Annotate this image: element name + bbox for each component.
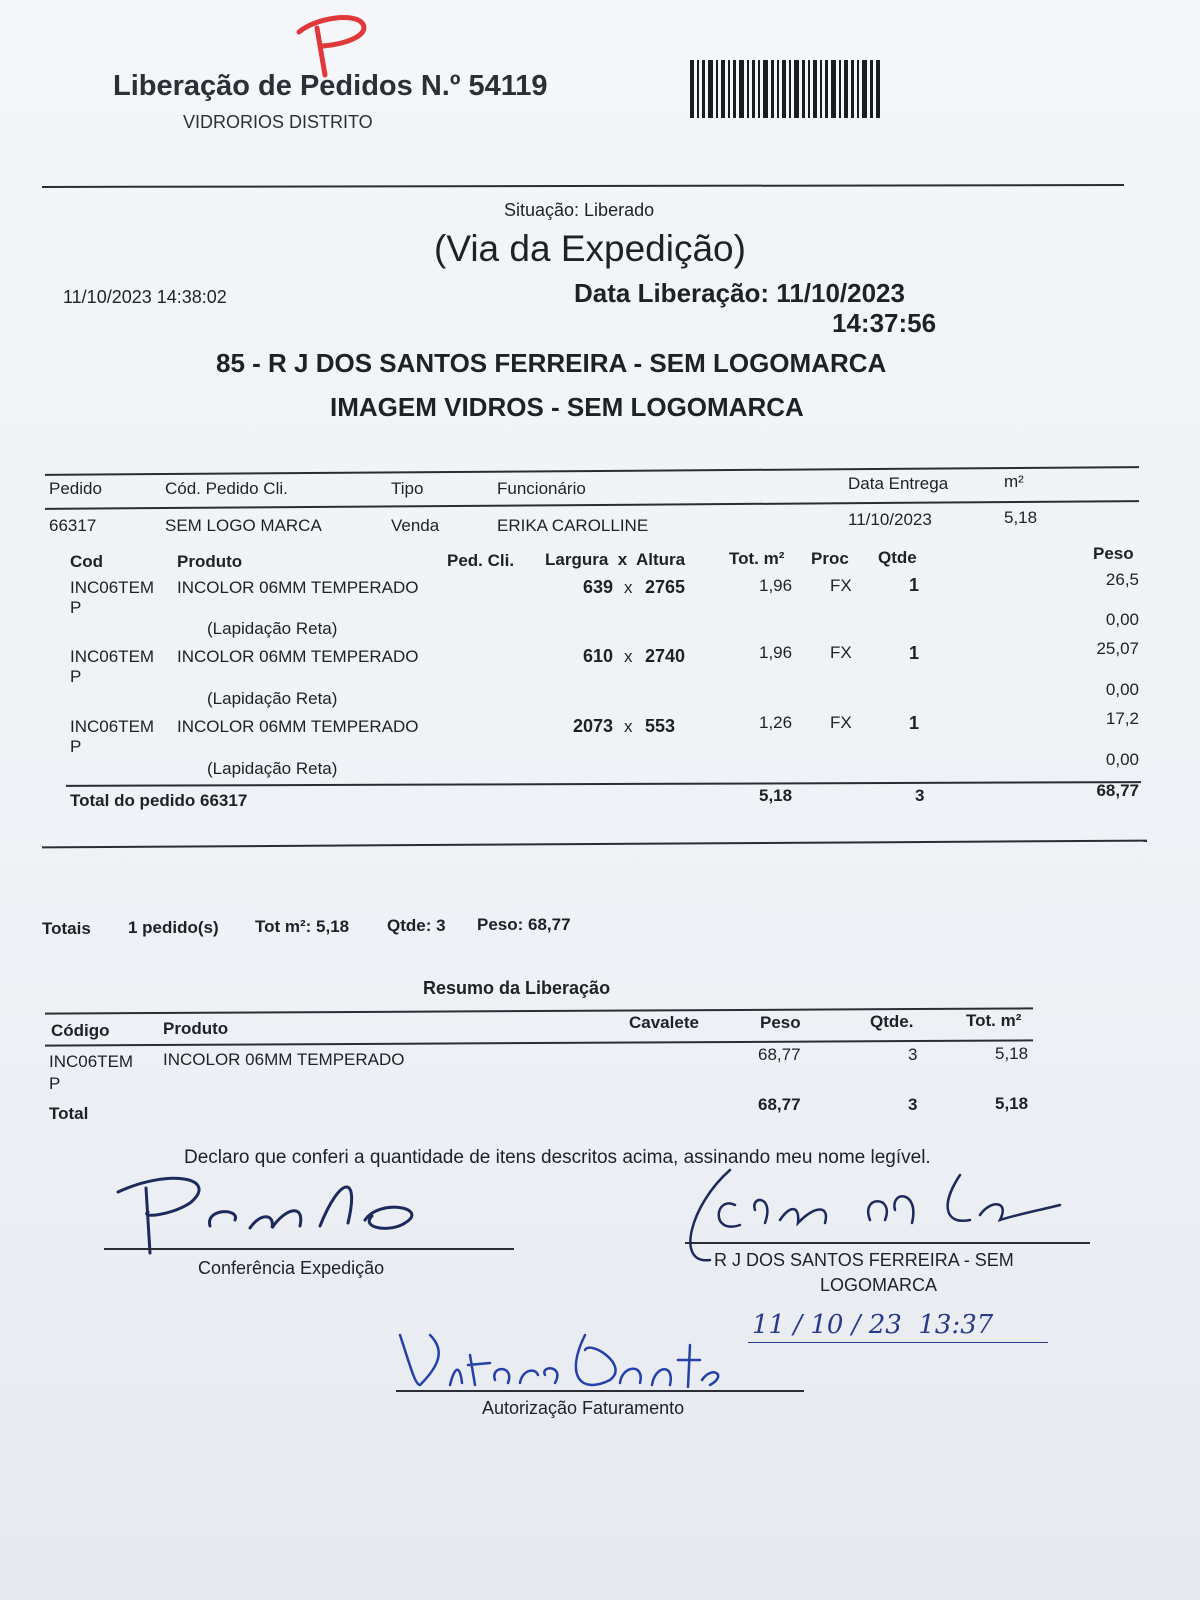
items-col-proc: Proc (811, 549, 849, 568)
col-data-entrega: Data Entrega (848, 474, 949, 493)
items-col-produto: Produto (177, 552, 243, 571)
summary-col-produto: Produto (163, 1019, 229, 1038)
company-name: VIDRORIOS DISTRITO (183, 112, 373, 132)
item-tot: 1,96 (759, 576, 793, 595)
items-col-cod: Cod (70, 552, 104, 571)
order-table-top-rule (45, 466, 1139, 476)
header-divider (42, 184, 1124, 188)
items-col-dims: Largura x Altura (545, 550, 686, 569)
col-tipo: Tipo (391, 479, 424, 498)
item-altura: 2740 (645, 646, 686, 666)
item-largura: 610 (582, 646, 613, 666)
totals-label: Totais (42, 919, 91, 938)
item-sub: (Lapidação Reta) (207, 689, 338, 708)
totals-peso: Peso: 68,77 (477, 915, 571, 934)
summary-header-rule (45, 1039, 1033, 1046)
item-tot: 1,96 (759, 643, 793, 662)
items-col-peso: Peso (1093, 544, 1134, 563)
item-cod: INC06TEM (70, 717, 155, 736)
item-cod-cont: P (70, 598, 82, 617)
summary-title: Resumo da Liberação (423, 978, 611, 998)
item-qtde: 1 (909, 713, 920, 733)
item-qtde: 1 (909, 575, 920, 595)
client-line-1: 85 - R J DOS SANTOS FERREIRA - SEM LOGOMARCA (216, 348, 887, 378)
item-sub-peso: 0,00 (1105, 610, 1139, 629)
item-dim-sep: x (624, 717, 633, 736)
signature-line-right (685, 1242, 1090, 1244)
totals-tot-m2: Tot m²: 5,18 (255, 917, 350, 936)
handwritten-date: 11 / 10 / 23 13:37 (752, 1310, 994, 1340)
order-pedido: 66317 (49, 516, 97, 535)
item-cod-cont: P (70, 737, 82, 756)
item-sub-peso: 0,00 (1105, 750, 1139, 769)
item-proc: FX (830, 713, 852, 732)
order-m2: 5,18 (1004, 508, 1038, 527)
item-peso: 17,2 (1105, 709, 1139, 728)
item-qtde: 1 (909, 643, 920, 663)
item-cod-cont: P (70, 667, 82, 686)
col-cod-pedido-cli: Cód. Pedido Cli. (165, 479, 288, 498)
item-cod: INC06TEM (70, 647, 155, 666)
item-proc: FX (830, 643, 852, 662)
document-title: Liberação de Pedidos N.º 54119 (113, 70, 548, 102)
summary-tot: 5,18 (995, 1044, 1029, 1063)
signature-right-label-2: LOGOMARCA (820, 1275, 938, 1295)
order-tipo: Venda (391, 516, 440, 535)
summary-total-tot: 5,18 (995, 1094, 1029, 1113)
summary-cod-cont: P (49, 1074, 61, 1093)
items-col-qtde: Qtde (878, 548, 917, 567)
item-largura: 2073 (572, 716, 613, 736)
item-dim-sep: x (624, 647, 633, 666)
summary-peso: 68,77 (758, 1045, 801, 1064)
col-funcionario: Funcionário (497, 479, 586, 498)
col-m2: m² (1004, 472, 1024, 491)
order-section-bottom-rule (42, 840, 1147, 849)
order-total-peso: 68,77 (1096, 781, 1139, 800)
signature-line-left (104, 1248, 514, 1250)
release-time: 14:37:56 (832, 308, 937, 338)
item-altura: 2765 (645, 577, 686, 597)
signature-left-label: Conferência Expedição (198, 1258, 385, 1278)
date-underline (748, 1342, 1048, 1343)
item-peso: 25,07 (1096, 639, 1139, 658)
order-total-m2: 5,18 (759, 786, 793, 805)
item-cod: INC06TEM (70, 578, 155, 597)
item-produto: INCOLOR 06MM TEMPERADO (177, 578, 419, 597)
col-pedido: Pedido (49, 479, 102, 498)
summary-col-cavalete: Cavalete (629, 1013, 699, 1032)
summary-cod: INC06TEM (49, 1052, 134, 1071)
summary-col-codigo: Código (51, 1021, 110, 1040)
item-peso: 26,5 (1105, 570, 1139, 589)
summary-total-qtde: 3 (908, 1095, 918, 1114)
item-produto: INCOLOR 06MM TEMPERADO (177, 717, 419, 736)
items-col-ped-cli: Ped. Cli. (447, 551, 515, 570)
order-funcionario: ERIKA CAROLLINE (497, 516, 649, 535)
signature-line-auth (396, 1390, 804, 1392)
summary-qtde: 3 (908, 1045, 918, 1064)
order-data-entrega: 11/10/2023 (848, 510, 932, 529)
item-sub-peso: 0,00 (1105, 680, 1139, 699)
item-produto: INCOLOR 06MM TEMPERADO (177, 647, 419, 666)
summary-col-peso: Peso (760, 1013, 801, 1032)
order-total-label: Total do pedido 66317 (70, 791, 248, 810)
declaration-text: Declaro que conferi a quantidade de itens descritos acima, assinando meu nome legível. (184, 1147, 931, 1168)
order-total-qtde: 3 (915, 786, 925, 805)
signature-auth-label: Autorização Faturamento (482, 1398, 685, 1418)
order-cod-pedido-cli: SEM LOGO MARCA (165, 516, 322, 535)
barcode (690, 60, 880, 118)
item-sub: (Lapidação Reta) (207, 759, 338, 778)
status-text: Situação: Liberado (504, 200, 655, 220)
signature-right-label-1: R J DOS SANTOS FERREIRA - SEM (714, 1250, 1014, 1270)
item-altura: 553 (645, 716, 676, 736)
signature-autorizacao (390, 1325, 730, 1400)
summary-col-qtde: Qtde. (870, 1012, 914, 1031)
summary-total-peso: 68,77 (758, 1095, 801, 1114)
summary-produto: INCOLOR 06MM TEMPERADO (163, 1050, 405, 1069)
items-col-tot: Tot. m² (729, 549, 785, 568)
totals-qtde: Qtde: 3 (387, 916, 446, 935)
signature-conferencia (110, 1168, 430, 1258)
print-datetime: 11/10/2023 14:38:02 (63, 287, 227, 307)
item-dim-sep: x (624, 578, 633, 597)
totals-pedidos: 1 pedido(s) (128, 918, 219, 937)
item-largura: 639 (582, 577, 613, 597)
item-sub: (Lapidação Reta) (207, 619, 338, 638)
via-title: (Via da Expedição) (434, 228, 746, 269)
summary-total-label: Total (49, 1104, 89, 1123)
release-date: Data Liberação: 11/10/2023 (574, 278, 905, 308)
order-total-rule (66, 781, 1141, 787)
item-tot: 1,26 (759, 713, 793, 732)
client-line-2: IMAGEM VIDROS - SEM LOGOMARCA (330, 392, 804, 422)
order-table-header-rule (45, 500, 1139, 510)
summary-col-tot: Tot. m² (966, 1011, 1022, 1030)
item-proc: FX (830, 576, 852, 595)
